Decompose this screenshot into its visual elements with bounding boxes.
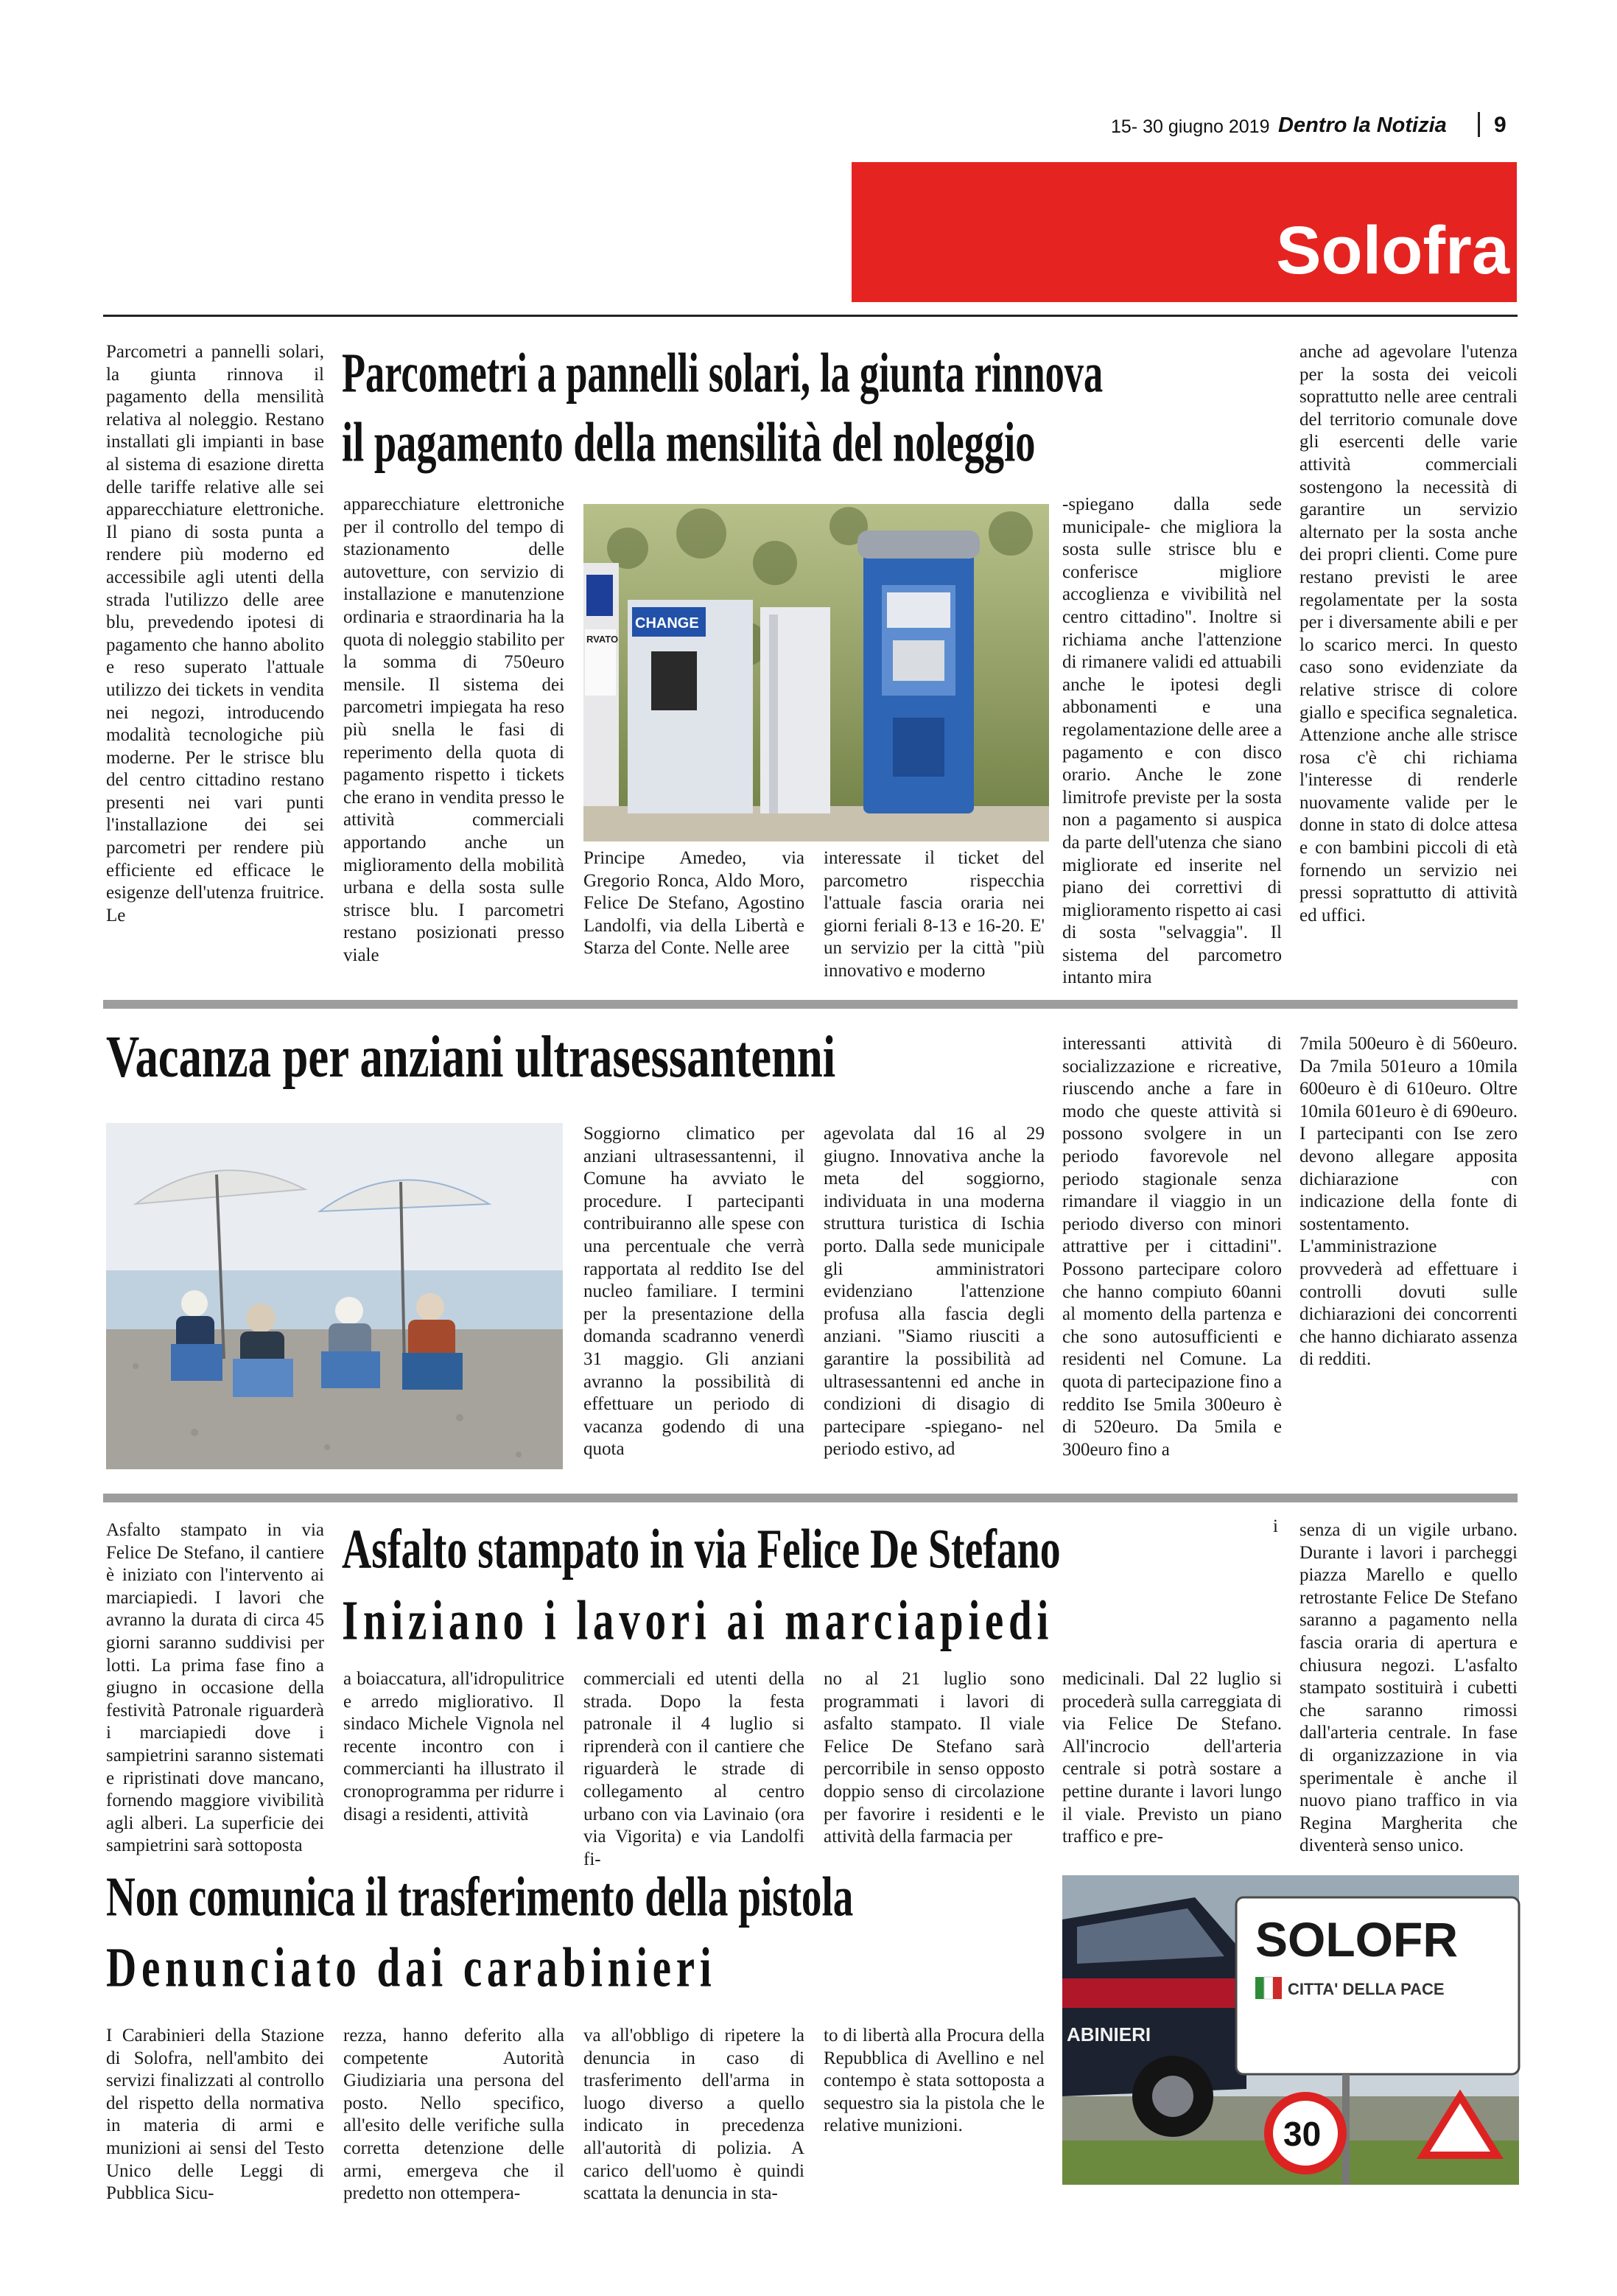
article3-column-2: a boiaccatura, all'idropulitrice e arredo migliorativo. Il sindaco Michele Vignola nel recente incontro con i commercianti ha illustrato il cronoprogramma per ridurre i disagi a residenti, attività xyxy=(343,1669,564,1824)
article3-headline-line1: Asfalto stampato in via Felice De Stefano xyxy=(342,1517,1061,1581)
article3-column-3: commerciali ed utenti della strada. Dopo la festa patronale il 4 luglio si riprenderà con il cantiere che riguarderà le strade di collegamento al centro urbano con via Lavinaio (ora via Vigorita) e via Landolfi fi- xyxy=(583,1669,804,1869)
article1-column-3: Principe Amedeo, via Gregorio Ronca, Aldo Moro, Felice De Stefano, Agostino Landolfi, via della Libertà e Starza del Conte. Nelle aree xyxy=(583,848,804,959)
article2-column-1: Soggiorno climatico per anziani ultrasessantenni, il Comune ha avviato le procedure. I partecipanti contribuiranno alle spese con una percentuale che verrà rapportata al reddito Ise del nucleo familiare. I termini per la presentazione della domanda scadranno venerdì 31 maggio. Gli anziani avranno la possibilità di effettuare un periodo di vacanza godendo di una quota xyxy=(583,1124,804,1460)
issue-date: 15- 30 giugno 2019 xyxy=(1111,116,1270,137)
article4-column-4: to di libertà alla Procura della Repubblica di Avellino e nel contempo è stata sottoposta a sequestro sia la pistola che le relative munizioni. xyxy=(824,2026,1045,2136)
article4-column-1: I Carabinieri della Stazione di Solofra, nell'ambito dei servizi finalizzati al controllo del rispetto della normativa in materia di armi e munizioni ai sensi del Testo Unico delle Leggi di Pubblica Sicu- xyxy=(106,2026,324,2204)
town-sign-name: SOLOFR xyxy=(1255,1912,1458,1967)
article1-column-5: -spiegano dalla sede municipale- che migliora la sosta sulle strisce blu e conferisce migliore accoglienza e vivibilità nel centro cittadino". Inoltre si richiama anche l'attenzione di rimanere validi ed attuabili anche le ipotesi degli abbonamenti e una regolamentazione delle aree a pagamento e con disco orario. Anche le zone limitrofe previste per la sosta non a pagamento si auspica da parte dell'utenza che siano migliorate ed inserite nel piano dei correttivi di miglioramento rispetto ai casi di sosta "selvaggia". Il sistema del parcometro intanto mira xyxy=(1062,494,1282,988)
elderly-beach-photo xyxy=(106,1123,563,1469)
publication-name: Dentro la Notizia xyxy=(1278,113,1447,137)
change-machine-label: CHANGE xyxy=(635,615,699,631)
car-lettering: ABINIERI xyxy=(1067,2023,1151,2045)
article2-column-2: agevolata dal 16 al 29 giugno. Innovativa anche la meta del soggiorno, individuata in una moderna struttura turistica di Ischia porto. Dalla sede municipale gli amministratori evidenziano l'attenzione profusa alla fascia degli anziani. "Siamo riusciti a garantire la possibilità ad ultrasessantenni ed anche in condizioni di disagio di partecipare -spiegano- nel periodo estivo, ad xyxy=(824,1124,1045,1460)
page-number: 9 xyxy=(1494,113,1506,137)
parking-meters-illustration xyxy=(583,504,1049,841)
article2-column-4: 7mila 500euro è di 560euro. Da 7mila 501euro a 10mila 600euro è di 610euro. Oltre 10mila 601euro è di 690euro. I partecipanti con Ise zero devono allegare apposita dichiarazione con indicazione della fonte di sostentamento. L'amministrazione provvederà ad effettuare i controlli dovuti sulle dichiarazioni dei concorrenti che hanno dichiarato assenza di redditi. xyxy=(1299,1034,1518,1370)
article4-headline-line2: Denunciato dai carabinieri xyxy=(106,1936,717,1999)
parking-meters-photo xyxy=(583,504,1049,841)
separator-2 xyxy=(103,1494,1518,1502)
section-banner xyxy=(852,162,1517,302)
article3-headline-line2: Iniziano i lavori ai marciapiedi xyxy=(342,1589,1054,1652)
carabinieri-car-sign-illustration xyxy=(1062,1875,1519,2185)
article3-column-5: medicinali. Dal 22 luglio si procederà sulla carreggiata di via Felice De Stefano. All'incrocio dell'arteria centrale si potrà sostare a pettine durante i lavori lungo il viale. Previsto un piano traffico e pre- xyxy=(1062,1669,1282,1847)
town-sign-motto: CITTA' DELLA PACE xyxy=(1288,1980,1445,1998)
section-title: Solofra xyxy=(1276,213,1509,288)
top-rule xyxy=(103,315,1518,317)
separator-1 xyxy=(103,1000,1518,1009)
article2-headline: Vacanza per anziani ultrasessantenni xyxy=(106,1023,836,1090)
speed-limit-number: 30 xyxy=(1283,2115,1322,2153)
article3-column-1: Asfalto stampato in via Felice De Stefano, il cantiere è iniziato con l'intervento ai marciapiedi. I lavori che avranno la durata di circa 45 giorni saranno suddivisi per lotti. La prima fase fino a giugno in occasione della festività Patronale riguarderà i marciapiedi dove i sampietrini saranno sistemati e ripristinati dove mancano, fornendo maggiore vivibilità agli alberi. La superficie dei sampietrini sarà sottoposta xyxy=(106,1520,324,1856)
article3-column-4: no al 21 luglio sono programmati i lavori di asfalto stampato. Il viale Felice De Stefano sarà percorribile in senso opposto doppio senso di circolazione per favorire i residenti e le attività della farmacia per xyxy=(824,1669,1045,1847)
carabinieri-solofra-photo xyxy=(1062,1875,1519,2185)
header-divider xyxy=(1478,112,1480,137)
article4-column-2: rezza, hanno deferito alla competente Autorità Giudiziaria una persona del posto. Nello specifico, all'esito delle verifiche sulla corretta detenzione delle armi, emergeva che il predetto non ottempera- xyxy=(343,2026,564,2204)
article1-headline-line2: il pagamento della mensilità del noleggio xyxy=(342,410,1036,474)
article4-headline-line1: Non comunica il trasferimento della pistola xyxy=(106,1865,854,1928)
stray-character: i xyxy=(1273,1516,1278,1536)
beach-umbrellas-illustration xyxy=(106,1123,563,1469)
article1-column-1: Parcometri a pannelli solari, la giunta rinnova il pagamento della mensilità relativa al noleggio. Restano installati gli impianti in base al sistema di esazione diretta delle tariffe relative alle sei apparecchiature elettroniche. Il piano di sosta punta a rendere più moderno ed accessibile agli utenti della strada l'utilizzo delle aree blu, prevedendo ipotesi di pagamento che hanno abolito e reso superato l'attuale utilizzo dei tickets in vendita nei negozi, introducendo modalità tecnologiche più moderne. Per le strisce blu del centro cittadino restano presenti nei vari punti l'installazione dei sei parcometri per rendere più efficiente ed efficace le esigenze dell'utenza fruitrice. Le xyxy=(106,342,324,925)
article1-column-2: apparecchiature elettroniche per il controllo del tempo di stazionamento delle autovetture, con servizio di installazione e manutenzione ordinaria e straordinaria ha la quota di noleggio stabilito per la somma di 750euro mensile. Il sistema dei parcometri impiegata ha reso più snella le fasi di reperimento della quota di pagamento rispetto i tickets che erano in vendita presso le attività commerciali apportando anche un miglioramento della mobilità urbana e della sosta sulle strisce blu. I parcometri restano posizionati presso viale xyxy=(343,494,564,965)
page-header xyxy=(1061,111,1532,147)
meter-sign-label: RVATO xyxy=(586,634,619,645)
article1-headline-line1: Parcometri a pannelli solari, la giunta rinnova xyxy=(342,341,1104,405)
article2-column-3: interessanti attività di socializzazione e ricreative, riuscendo anche a fare in modo che queste attività si possono svolgere in un periodo favorevole nel periodo stagionale senza rimandare il viaggio in un periodo diverso con minori attrattive per i cittadini". Possono partecipare coloro che hanno compiuto 60anni al momento della partenza e che sono autosufficienti e residenti nel Comune. La quota di partecipazione fino a reddito Ise 5mila 300euro è di 520euro. Da 5mila e 300euro fino a xyxy=(1062,1034,1282,1460)
article1-column-4: interessate il ticket del parcometro rispecchia l'attuale fascia oraria nei giorni feriali 8-13 e 16-20. E' un servizio per la città "più innovativo e moderno xyxy=(824,848,1045,981)
article3-column-6: senza di un vigile urbano. Durante i lavori i parcheggi piazza Marello e quello retrostante Felice De Stefano saranno a pagamento nella fascia oraria di apertura e chiusura negozi. L'asfalto stampato sostituirà i cubetti che saranno rimossi dall'arteria centrale. In fase di organizzazione in via sperimentale è anche il nuovo piano traffico in via Regina Margherita che diventerà senso unico. xyxy=(1299,1520,1518,1856)
article1-column-6: anche ad agevolare l'utenza per la sosta dei veicoli soprattutto nelle aree centrali del territorio comunale dove gli esercenti delle varie attività commerciali sostengono la necessità di garantire un servizio alternato per la sosta anche dei propri clienti. Come pure restano previsti le aree regolamentate per la sosta per i diversamente abili e per lo scarico merci. In questo caso sono evidenziate da relative strisce di colore giallo e specifica segnaletica. Attenzione anche alle strisce rosa c'è chi richiama l'interesse di renderle nuovamente valide per le donne in stato di dolce attesa e con bambini piccoli di età fornendo un servizio nei pressi soprattutto di attività ed uffici. xyxy=(1299,342,1518,925)
article4-column-3: va all'obbligo di ripetere la denuncia in caso di trasferimento dell'arma in luogo diverso a quello indicato in precedenza all'autorità di polizia. A carico dell'uomo è quindi scattata la denuncia in sta- xyxy=(583,2026,804,2204)
